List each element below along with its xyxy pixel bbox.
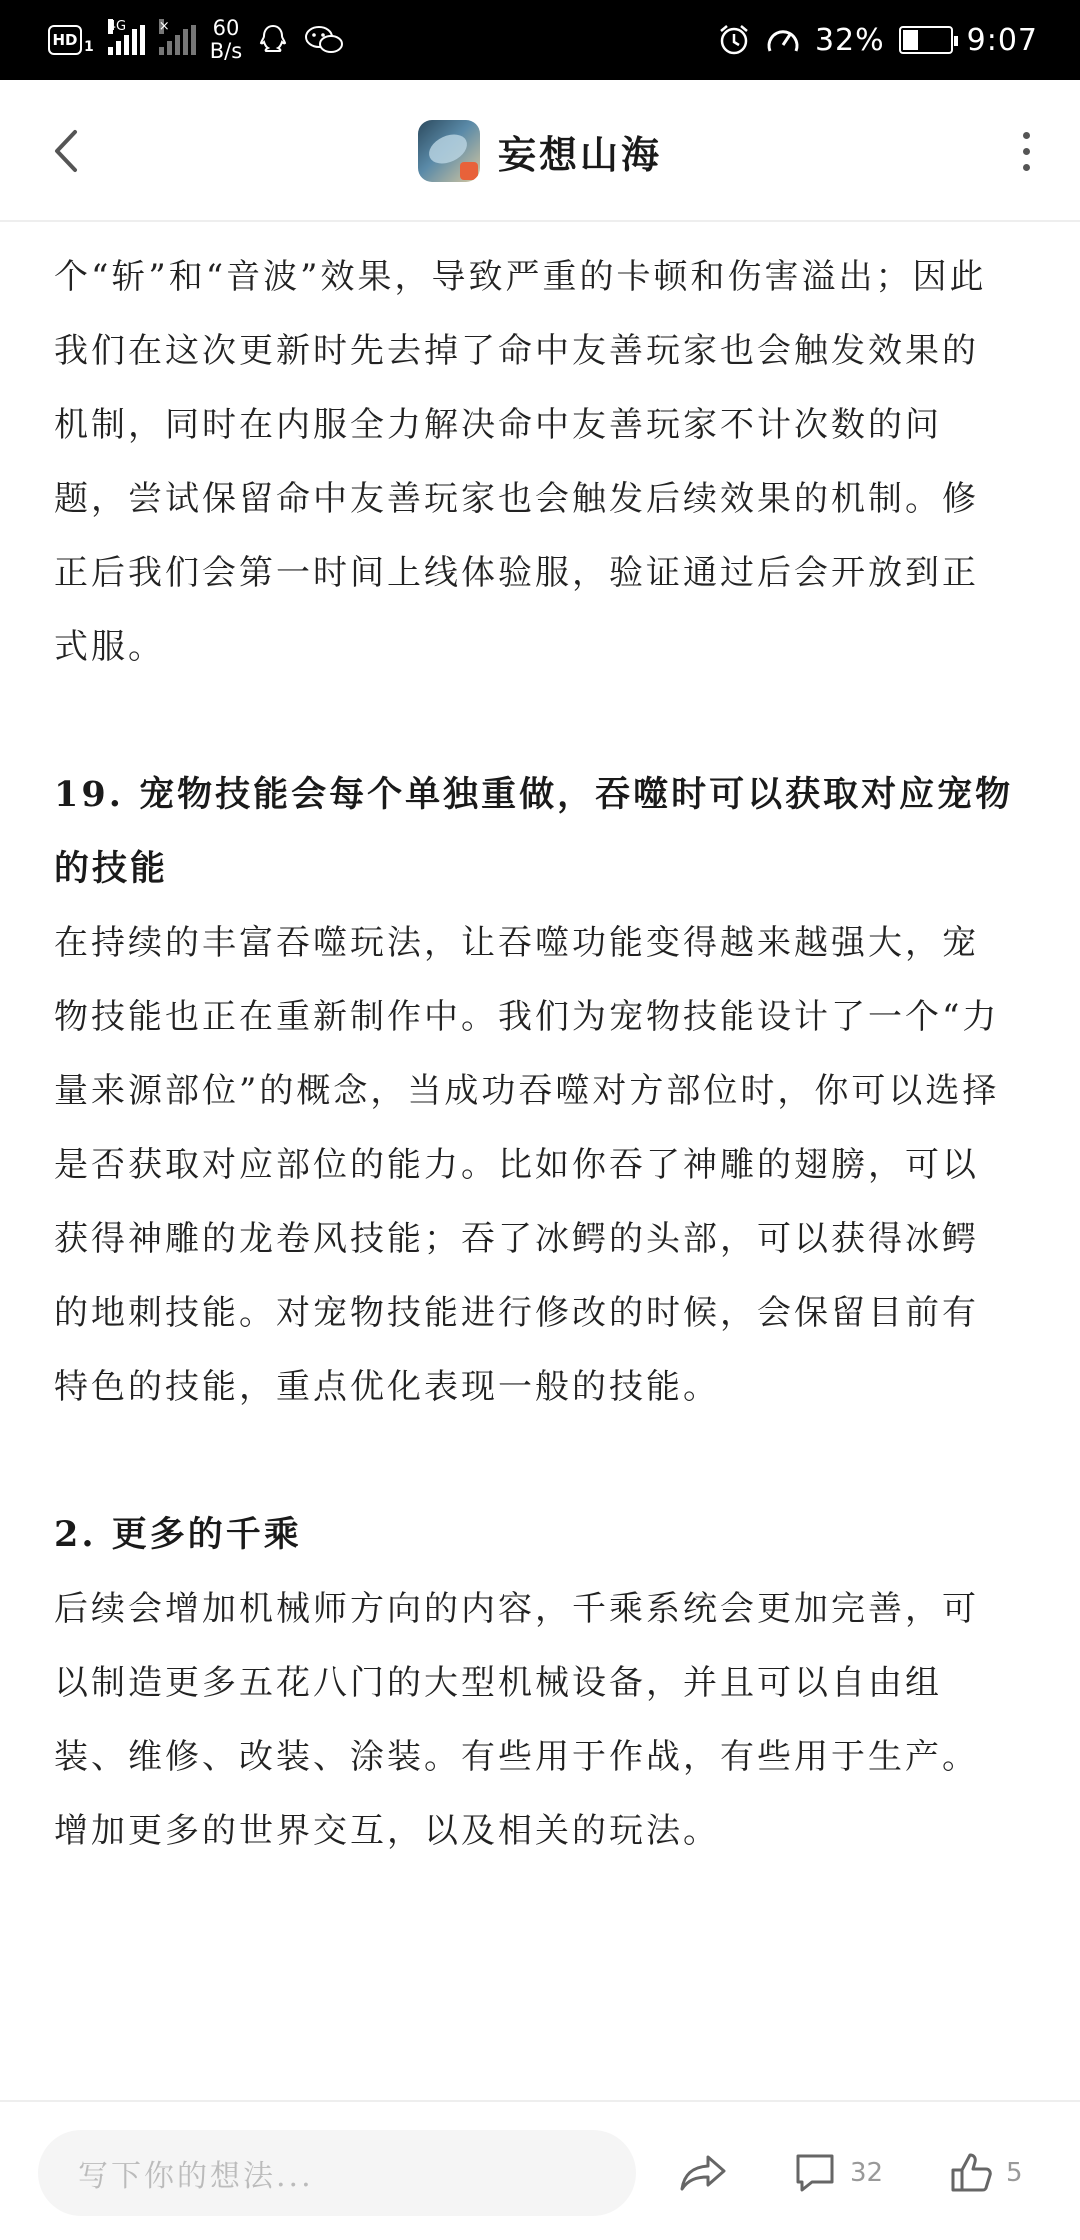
- wechat-icon: [304, 23, 344, 57]
- section-heading-2: 2. 更多的千乘: [54, 1514, 302, 1555]
- battery-percent: 32%: [814, 22, 885, 58]
- nav-bar: [0, 80, 1080, 222]
- net-type-label: 4G: [107, 19, 127, 34]
- share-button[interactable]: [678, 2138, 730, 2208]
- like-icon: [948, 2150, 994, 2196]
- page-title: 妄想山海: [497, 132, 662, 177]
- hd-sub: 1: [84, 39, 94, 55]
- battery-icon: [899, 26, 953, 54]
- hd-indicator: [48, 25, 94, 55]
- speed-icon: [765, 23, 801, 57]
- bottom-bar: [0, 2100, 1080, 2240]
- signal-4g-icon: [107, 19, 145, 55]
- qq-icon: [256, 23, 290, 57]
- net-speed: [210, 17, 242, 63]
- signal-sim2-icon: [158, 19, 196, 55]
- app-icon: [418, 120, 480, 182]
- hd-icon: HD: [48, 25, 82, 55]
- net-speed-value: 60: [212, 16, 240, 40]
- status-right: [717, 0, 1038, 80]
- share-icon: [678, 2149, 730, 2197]
- like-count: 5: [1006, 2158, 1023, 2188]
- nav-title-group[interactable]: [0, 80, 1080, 222]
- alarm-icon: [717, 23, 751, 57]
- sim2-label: ×: [158, 19, 170, 34]
- article-paragraph-2: 后续会增加机械师方向的内容，千乘系统会更加完善，可以制造更多五花八门的大型机械设备，并且可以自由组装、维修、改装、涂装。有些用于作战，有些用于生产。增加更多的世界交互，以及相关的玩法。: [54, 1589, 979, 1851]
- clock: 9:07: [966, 22, 1038, 58]
- comment-input[interactable]: 写下你的想法...: [38, 2130, 636, 2216]
- section-heading-19: 19. 宠物技能会每个单独重做，吞噬时可以获取对应宠物的技能: [54, 774, 1014, 889]
- article-paragraph-top: 个“斩”和“音波”效果，导致严重的卡顿和伤害溢出；因此我们在这次更新时先去掉了命中友善玩家也会触发效果的机制，同时在内服全力解决命中友善玩家不计次数的问题，尝试保留命中友善玩家也会触发后续效果的机制。修正后我们会第一时间上线体验服，验证通过后会开放到正式服。: [54, 257, 987, 667]
- status-bar: [0, 0, 1080, 80]
- net-speed-unit: B/s: [209, 39, 243, 63]
- comment-count: 32: [850, 2158, 884, 2188]
- article-body: [54, 240, 1014, 1868]
- comment-icon: [792, 2150, 838, 2196]
- battery-fill: [903, 30, 918, 50]
- more-button[interactable]: [1006, 120, 1046, 182]
- like-button[interactable]: [948, 2138, 1023, 2208]
- comment-button[interactable]: [792, 2138, 883, 2208]
- status-left: [48, 0, 344, 80]
- article-paragraph-19: 在持续的丰富吞噬玩法，让吞噬功能变得越来越强大，宠物技能也正在重新制作中。我们为宠物技能设计了一个“力量来源部位”的概念，当成功吞噬对方部位时，你可以选择是否获取对应部位的能力。比如你吞了神雕的翅膀，可以获得神雕的龙卷风技能；吞了冰鳄的头部，可以获得冰鳄的地刺技能。对宠物技能进行修改的时候，会保留目前有特色的技能，重点优化表现一般的技能。: [54, 923, 1000, 1407]
- more-vertical-icon: [1023, 132, 1030, 139]
